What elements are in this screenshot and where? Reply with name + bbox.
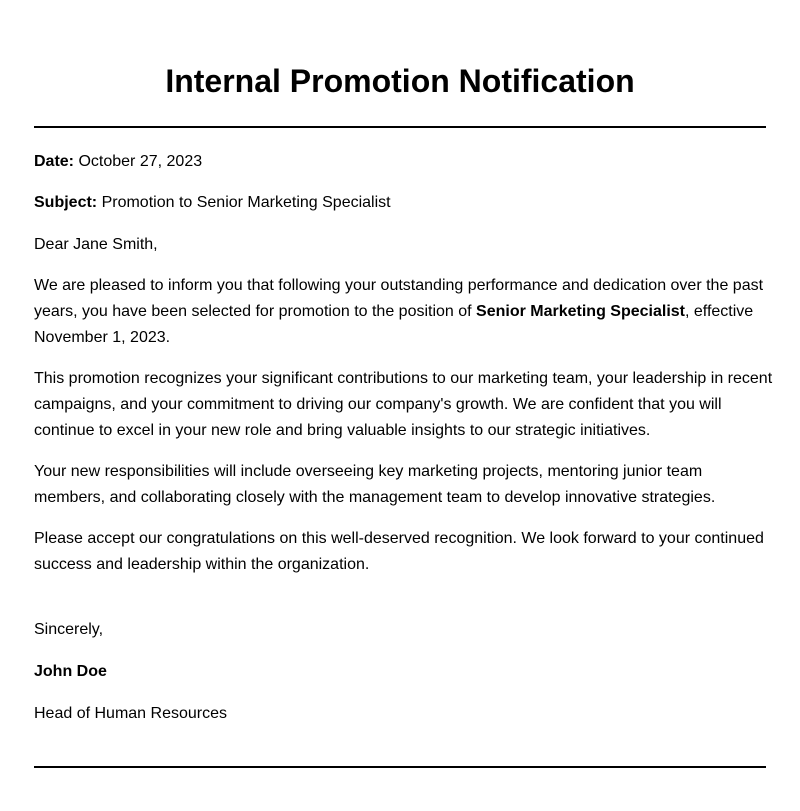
position-title: Senior Marketing Specialist xyxy=(476,303,685,320)
date-line xyxy=(34,149,774,175)
document-title: Internal Promotion Notification xyxy=(165,63,635,99)
date-label: Date: xyxy=(34,153,75,170)
closing: Sincerely, xyxy=(34,621,104,638)
signer-name: John Doe xyxy=(34,663,107,680)
salutation: Dear Jane Smith, xyxy=(34,236,158,253)
top-divider xyxy=(34,126,766,128)
subject-value: Promotion to Senior Marketing Specialist xyxy=(101,194,391,211)
subject-label: Subject: xyxy=(34,194,98,211)
paragraph-2: This promotion recognizes your significant contributions to our marketing team, your leadership in recent campaigns, and your commitment to driving our company's growth. We are confident that you will continue to excel in your new role and bring valuable insights to our strategic initiatives. xyxy=(34,370,773,439)
paragraph-1-text-start: We are pleased to inform you that following your outstanding performance and dedication over the past years, you have been selected for promotion to the position of xyxy=(34,277,764,320)
paragraph-3: Your new responsibilities will include overseeing key marketing projects, mentoring junior team members, and collaborating closely with the management team to develop innovative strategies. xyxy=(34,463,716,506)
signer-title: Head of Human Resources xyxy=(34,705,227,722)
paragraph-4: Please accept our congratulations on this well-deserved recognition. We look forward to your continued success and leadership within the organization. xyxy=(34,530,764,573)
paragraph-1-text-end: , effective November 1, 2023. xyxy=(34,303,754,346)
paragraph-1 xyxy=(34,273,774,351)
date-value: October 27, 2023 xyxy=(78,153,203,170)
bottom-divider xyxy=(34,766,766,768)
subject-line xyxy=(34,190,774,216)
